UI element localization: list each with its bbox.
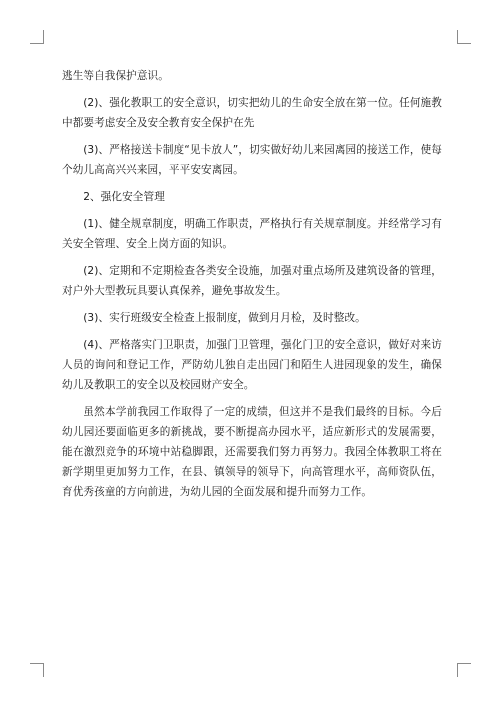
paragraph-pickup-card-system: (3)、严格接送卡制度“见卡放人”，切实做好幼儿来园离园的接送工作，使每个幼儿高高兴兴来园，平平安安离园。 <box>62 144 442 176</box>
paragraph-conclusion: 虽然本学前我园工作取得了一定的成绩，但这并不是我们最终的目标。今后幼儿园还要面临更多的新挑战，要不断提高办园水平，适应新形式的发展需要，能在激烈竞争的环境中站稳脚跟，还需要我们努力再努力。我园全体教职工将在新学期里更加努力工作，在县、镇领导的领导下，向高管理水平，高师资队伍，育优秀孩童的方向前进，为幼儿园的全面发展和提升而努力工作。 <box>62 406 442 498</box>
crop-mark-top-left <box>30 30 44 44</box>
paragraph-continued: 逃生等自我保护意识。 <box>62 70 169 82</box>
paragraph-facility-inspection: (2)、定期和不定期检查各类安全设施，加强对重点场所及建筑设备的管理，对户外大型教玩具要认真保养，避免事故发生。 <box>62 265 442 297</box>
paragraph-guard-duty: (4)、严格落实门卫职责，加强门卫管理，强化门卫的安全意识，做好对来访人员的询问和登记工作，严防幼儿独自走出园门和陌生人进园现象的发生，确保幼儿及教职工的安全以及校园财产安全。 <box>62 339 442 391</box>
crop-mark-top-right <box>457 30 471 44</box>
paragraph-class-inspection: (3)、实行班级安全检查上报制度，做到月月检，及时整改。 <box>83 312 366 324</box>
crop-mark-bottom-left <box>30 663 44 677</box>
paragraph-rules-system: (1)、健全规章制度，明确工作职责，严格执行有关规章制度。并经常学习有关安全管理、安全上岗方面的知识。 <box>62 218 442 250</box>
document-body <box>62 66 442 509</box>
paragraph-staff-safety-awareness: (2)、强化教职工的安全意识，切实把幼儿的生命安全放在第一位。任何施教中都要考虑安全及安全教育安全保护在先 <box>62 97 442 129</box>
section-heading-safety-management: 2、强化安全管理 <box>83 191 165 203</box>
crop-mark-bottom-right <box>457 663 471 677</box>
